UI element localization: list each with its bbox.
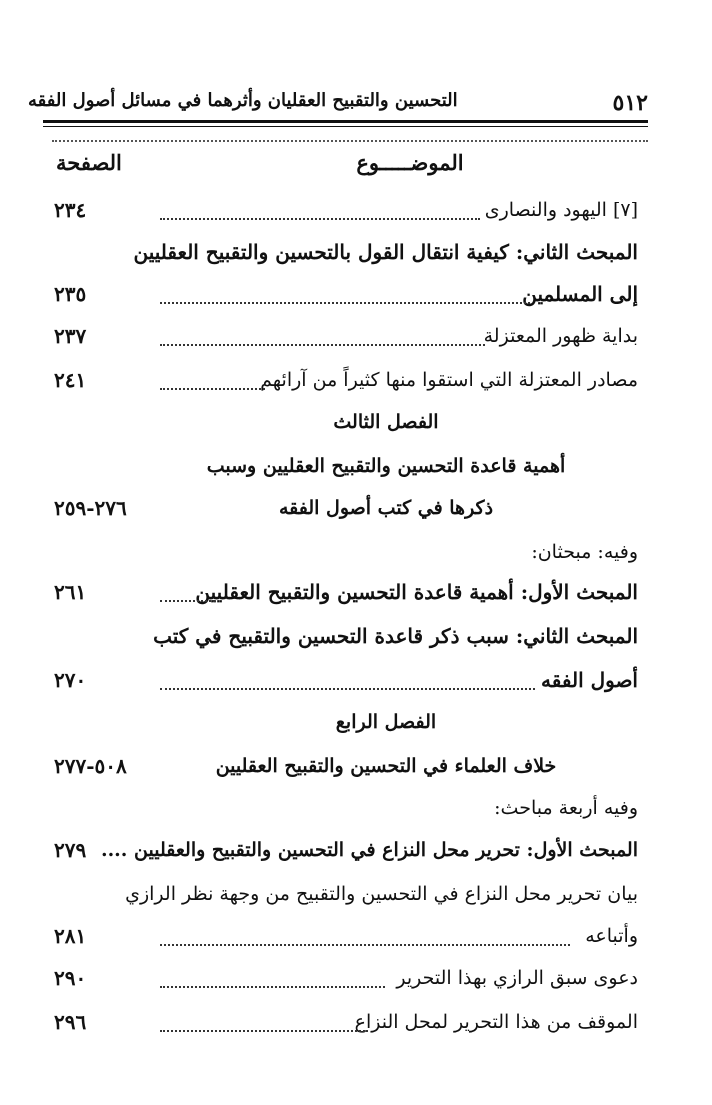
dot-leader [160,1030,368,1032]
chapter-title: الفصل الثالث [333,411,439,433]
header-rule-dotted [52,140,648,142]
chapter-subtitle-line: ذكرها في كتب أصول الفقه [278,497,494,519]
toc-note-text: وفيه أربعة مباحث: [494,797,638,819]
chapter-subtitle[interactable] [0,490,712,526]
toc-entry-title: المبحث الثاني: كيفية انتقال القول بالتحسين والتقبيح العقليين [133,240,638,264]
toc-entry-title: وأتباعه [585,925,638,947]
toc-entry-title: مصادر المعتزلة التي استقوا منها كثيراً من آرائهم [260,369,638,391]
toc-entry-title: بداية ظهور المعتزلة [483,325,638,347]
dot-leader [160,600,215,602]
dot-leader [160,986,385,988]
page-number: ٥١٢ [612,90,648,116]
toc-entry-title: المبحث الأول: تحرير محل النزاع في التحسين والتقبيح والعقليين .... [100,839,638,861]
toc-note [0,534,712,570]
chapter-subtitle-line: أهمية قاعدة التحسين والتقبيح العقليين وسبب [206,455,566,477]
toc-entry[interactable] [0,662,712,698]
toc-entry[interactable] [0,918,712,954]
dot-leader [160,344,485,346]
toc-entry[interactable] [0,574,712,610]
toc-entry-page: ٢٩٠ [54,966,87,990]
toc-entry[interactable] [0,1004,712,1040]
toc-entry-page: ٢٧٩ [54,838,87,862]
toc-entry-page: ٢٣٤ [54,198,87,222]
toc-entry[interactable] [0,876,712,912]
dot-leader [160,688,535,690]
header-rule-thin [43,126,648,127]
toc-entry-page: ٢٦١ [54,580,87,604]
toc-entry-title: [٧] اليهود والنصارى [484,199,638,221]
toc-entry-page: ٢٤١ [54,368,87,392]
chapter-subtitle[interactable] [0,748,712,784]
toc-entry[interactable] [0,960,712,996]
column-heading-topic: الموضـــــوع [356,150,464,175]
toc-entry-title: الموقف من هذا التحرير لمحل النزاع [354,1011,638,1033]
toc-entry-page: ٢٧٠ [54,668,87,692]
chapter-heading[interactable] [0,704,712,740]
header-rule-thick [43,120,648,123]
running-header [28,86,648,120]
toc-entry-page: ٥٠٨-٢٧٧ [54,754,127,778]
dot-leader [160,944,570,946]
toc-entry-title: المبحث الثاني: سبب ذكر قاعدة التحسين والتقبيح في كتب [153,624,638,648]
toc-entry-page: ٢٨١ [54,924,87,948]
toc-entry[interactable] [0,192,712,228]
toc-entry[interactable] [0,832,712,868]
toc-entry[interactable] [0,234,712,270]
toc-entry-title: أصول الفقه [541,668,638,692]
toc-entry[interactable] [0,276,712,312]
chapter-subtitle-line: خلاف العلماء في التحسين والتقبيح العقليين [215,755,557,777]
chapter-subtitle[interactable] [0,448,712,484]
toc-entry-title: إلى المسلمين [522,282,638,306]
toc-entry-title: دعوى سبق الرازي بهذا التحرير [396,967,638,989]
toc-entry-page: ٢٧٦-٢٥٩ [54,496,127,520]
toc-entry-page: ٢٣٥ [54,282,87,306]
chapter-heading[interactable] [0,404,712,440]
toc-note-text: وفيه: مبحثان: [531,541,638,563]
toc-entry-title: المبحث الأول: أهمية قاعدة التحسين والتقبيح العقليين [195,580,638,604]
chapter-title: الفصل الرابع [335,711,437,733]
toc-entry-page: ٢٣٧ [54,324,87,348]
toc-note [0,790,712,826]
column-heading-page: الصفحة [56,150,122,175]
dot-leader [160,302,530,304]
toc-entry-title: بيان تحرير محل النزاع في التحسين والتقبيح من وجهة نظر الرازي [125,883,638,905]
toc-entry-page: ٢٩٦ [54,1010,87,1034]
dot-leader [160,218,480,220]
dot-leader [160,388,265,390]
toc-entry[interactable] [0,618,712,654]
toc-entry[interactable] [0,318,712,354]
toc-entry[interactable] [0,362,712,398]
running-title: التحسين والتقبيح العقليان وأثرهما في مسائل أصول الفقه [28,90,458,111]
